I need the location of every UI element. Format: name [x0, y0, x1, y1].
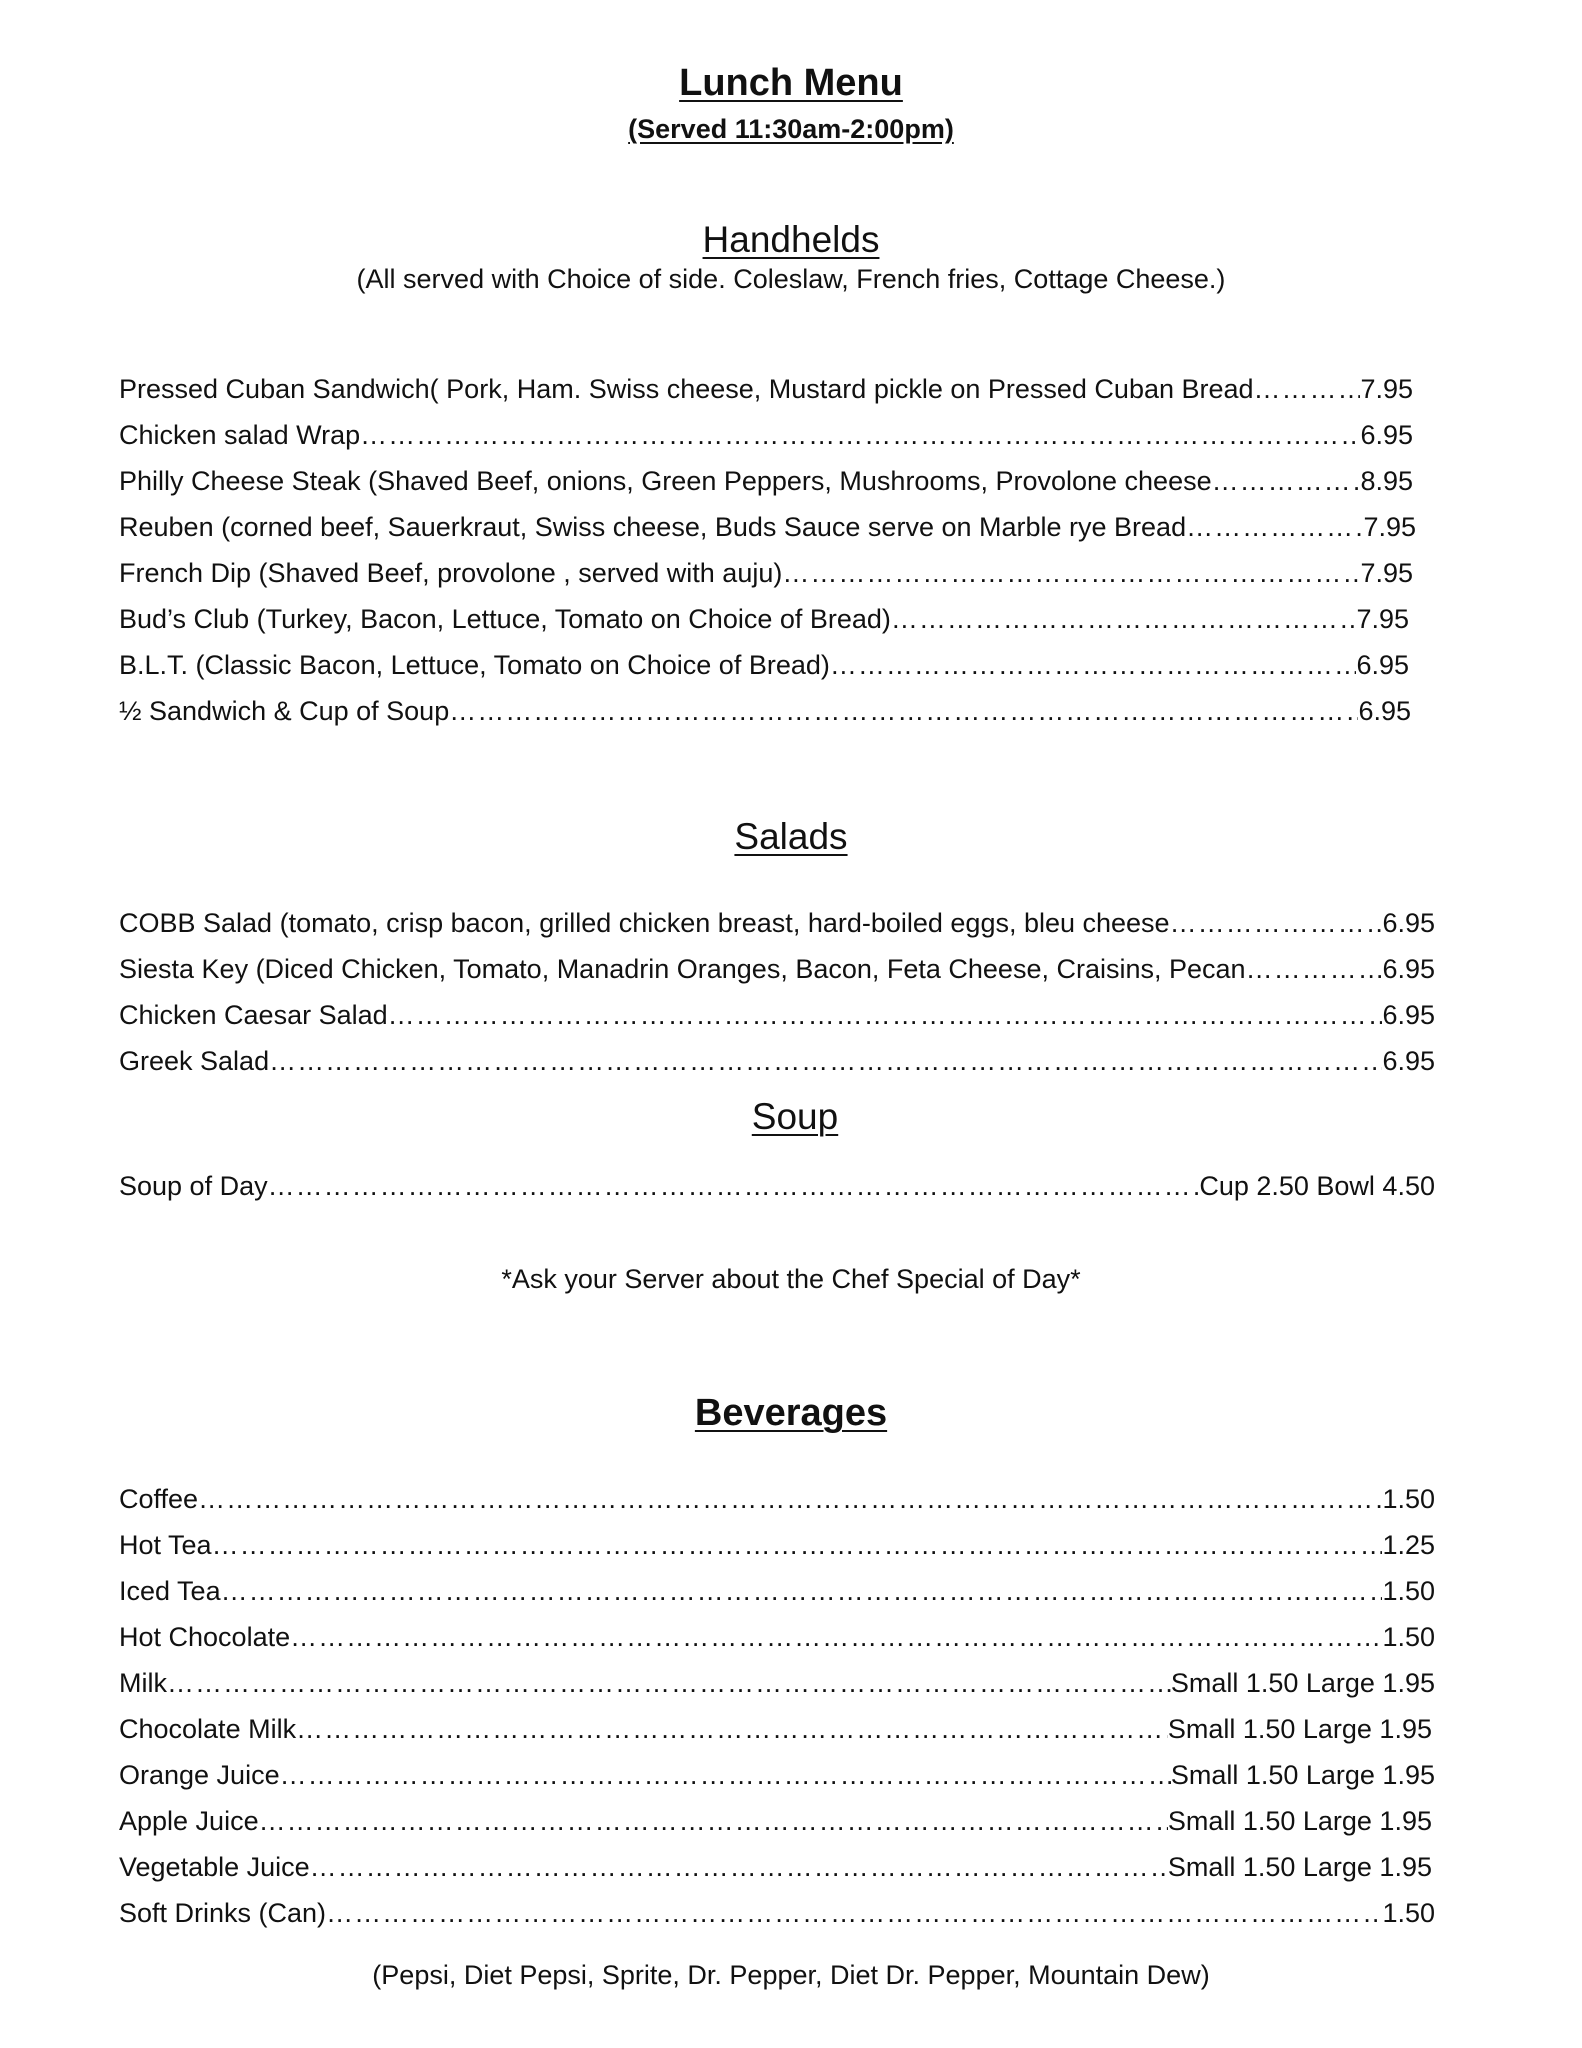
- menu-item: [119, 461, 1413, 501]
- menu-item: [119, 507, 1416, 547]
- page-title: Lunch Menu: [679, 62, 903, 104]
- dot-leader: [167, 1663, 1171, 1703]
- menu-item: [119, 903, 1435, 943]
- item-name: Bud’s Club (Turkey, Bacon, Lettuce, Tomato on Choice of Bread): [119, 604, 891, 634]
- menu-item: [119, 553, 1413, 593]
- dot-leader: [388, 995, 1383, 1035]
- dot-leader: [290, 1617, 1382, 1657]
- dot-leader: [891, 599, 1357, 639]
- item-name: Apple Juice: [119, 1806, 259, 1836]
- menu-item: [119, 691, 1411, 731]
- dot-leader: [259, 1801, 1168, 1841]
- item-price: 8.95: [1360, 466, 1413, 496]
- item-name: Reuben (corned beef, Sauerkraut, Swiss cheese, Buds Sauce serve on Marble rye Bread: [119, 512, 1187, 542]
- menu-item: [119, 949, 1435, 989]
- dot-leader: [326, 1893, 1382, 1933]
- menu-item: [119, 1847, 1432, 1887]
- item-price: 1.50: [1382, 1484, 1435, 1514]
- dot-leader: [269, 1041, 1382, 1081]
- item-price: 7.95: [1363, 512, 1416, 542]
- menu-item: [119, 1479, 1435, 1519]
- menu-item: [119, 1893, 1435, 1933]
- menu-item: [119, 599, 1409, 639]
- item-price: 6.95: [1382, 954, 1435, 984]
- item-name: French Dip (Shaved Beef, provolone , served with auju): [119, 558, 783, 588]
- section-heading-beverages: Beverages: [694, 1392, 888, 1434]
- serving-hours: (Served 11:30am-2:00pm): [628, 114, 954, 144]
- dot-leader: [1246, 949, 1383, 989]
- menu-item: [119, 415, 1413, 455]
- item-price: 7.95: [1360, 374, 1413, 404]
- menu-item: [119, 369, 1413, 409]
- item-price: 6.95: [1358, 696, 1411, 726]
- dot-leader: [310, 1847, 1168, 1887]
- item-price: Small 1.50 Large 1.95: [1167, 1714, 1432, 1744]
- dot-leader: [268, 1166, 1200, 1206]
- item-price: Cup 2.50 Bowl 4.50: [1199, 1171, 1435, 1201]
- item-name: B.L.T. (Classic Bacon, Lettuce, Tomato on Choice of Bread): [119, 650, 830, 680]
- dot-leader: [1186, 507, 1363, 547]
- item-name: Siesta Key (Diced Chicken, Tomato, Manadrin Oranges, Bacon, Feta Cheese, Craisins, Pecan: [119, 954, 1246, 984]
- menu-item: [119, 1617, 1435, 1657]
- dot-leader: [1254, 369, 1361, 409]
- item-price: 6.95: [1382, 1046, 1435, 1076]
- item-price: 1.50: [1382, 1898, 1435, 1928]
- item-price: 6.95: [1382, 1000, 1435, 1030]
- menu-item: [119, 1663, 1435, 1703]
- section-heading-salads: Salads: [734, 816, 848, 857]
- item-name: Chocolate Milk: [119, 1714, 297, 1744]
- item-name: Philly Cheese Steak (Shaved Beef, onions, Green Peppers, Mushrooms, Provolone cheese: [119, 466, 1212, 496]
- item-name: Soup of Day: [119, 1171, 268, 1201]
- item-name: Orange Juice: [119, 1760, 280, 1790]
- dot-leader: [782, 553, 1360, 593]
- menu-item: [119, 1571, 1435, 1611]
- item-name: Soft Drinks (Can): [119, 1898, 327, 1928]
- dot-leader: [1212, 461, 1361, 501]
- menu-item: [119, 645, 1409, 685]
- item-price: Small 1.50 Large 1.95: [1167, 1852, 1432, 1882]
- section-heading-handhelds: Handhelds: [702, 219, 880, 260]
- item-price: 1.25: [1382, 1530, 1435, 1560]
- dot-leader: [198, 1479, 1382, 1519]
- item-name: Vegetable Juice: [119, 1852, 310, 1882]
- handhelds-side-note: (All served with Choice of side. Coleslaw, French fries, Cottage Cheese.): [356, 264, 1226, 294]
- dot-leader: [830, 645, 1357, 685]
- menu-item: [119, 1525, 1435, 1565]
- dot-leader: [212, 1525, 1383, 1565]
- item-name: Chicken salad Wrap: [119, 420, 361, 450]
- dot-leader: [360, 415, 1360, 455]
- menu-item: [119, 1755, 1435, 1795]
- item-price: Small 1.50 Large 1.95: [1167, 1806, 1432, 1836]
- item-price: 7.95: [1356, 604, 1409, 634]
- item-price: 1.50: [1382, 1622, 1435, 1652]
- item-name: Milk: [119, 1668, 167, 1698]
- item-price: Small 1.50 Large 1.95: [1170, 1760, 1435, 1790]
- item-name: Pressed Cuban Sandwich( Pork, Ham. Swiss cheese, Mustard pickle on Pressed Cuban Bread: [119, 374, 1254, 404]
- item-name: Iced Tea: [119, 1576, 221, 1606]
- item-price: 6.95: [1356, 650, 1409, 680]
- menu-item: [119, 1801, 1432, 1841]
- menu-item: [119, 995, 1435, 1035]
- item-price: 6.95: [1382, 908, 1435, 938]
- menu-item: [119, 1041, 1435, 1081]
- menu-item: [119, 1166, 1435, 1206]
- dot-leader: [221, 1571, 1383, 1611]
- chef-special-note: *Ask your Server about the Chef Special of Day*: [501, 1264, 1081, 1294]
- section-heading-soup: Soup: [751, 1096, 839, 1137]
- dot-leader: [1170, 903, 1383, 943]
- soft-drinks-note: (Pepsi, Diet Pepsi, Sprite, Dr. Pepper, Diet Dr. Pepper, Mountain Dew): [372, 1960, 1210, 1990]
- item-name: Hot Tea: [119, 1530, 212, 1560]
- item-name: ½ Sandwich & Cup of Soup: [119, 696, 450, 726]
- item-name: Coffee: [119, 1484, 199, 1514]
- item-price: Small 1.50 Large 1.95: [1170, 1668, 1435, 1698]
- item-price: 1.50: [1382, 1576, 1435, 1606]
- item-name: COBB Salad (tomato, crisp bacon, grilled chicken breast, hard-boiled eggs, bleu cheese: [119, 908, 1170, 938]
- item-name: Hot Chocolate: [119, 1622, 291, 1652]
- dot-leader: [449, 691, 1358, 731]
- item-price: 7.95: [1360, 558, 1413, 588]
- dot-leader: [280, 1755, 1171, 1795]
- item-name: Greek Salad: [119, 1046, 270, 1076]
- item-price: 6.95: [1360, 420, 1413, 450]
- item-name: Chicken Caesar Salad: [119, 1000, 388, 1030]
- menu-item: [119, 1709, 1432, 1749]
- dot-leader: [296, 1709, 1168, 1749]
